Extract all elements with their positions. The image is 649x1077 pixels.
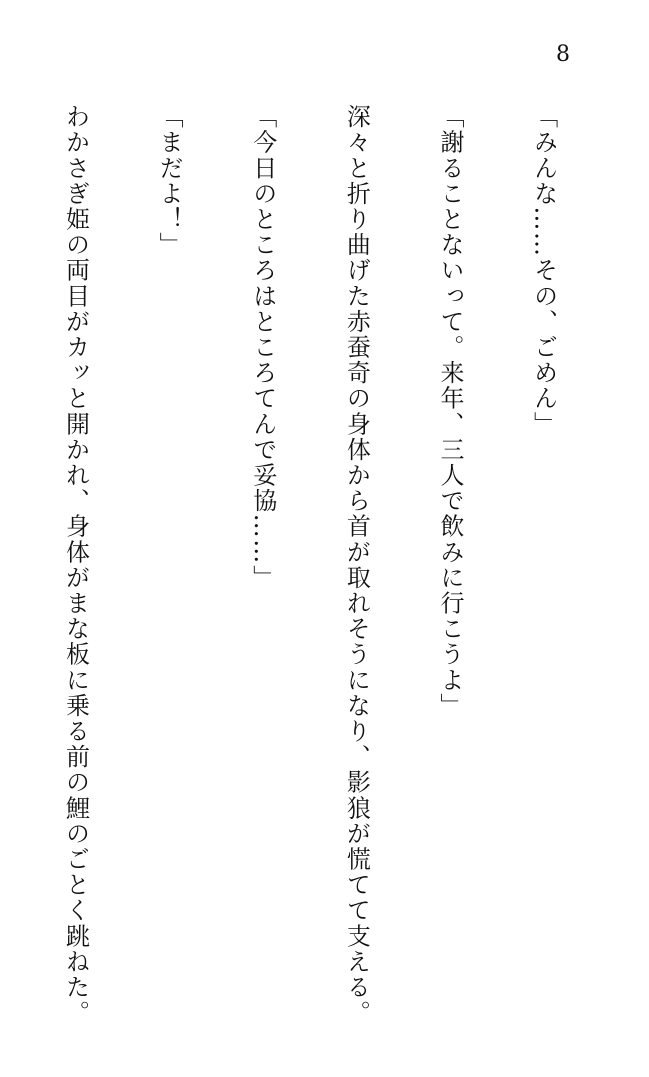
page-number: 8 (556, 42, 570, 67)
text-line: 深々と折り曲げた赤蚕奇の身体から首が取れそうになり、影狼が慌てて支える。 (342, 104, 371, 1026)
text-line: わかさぎ姫の両目がカッと開かれ、身体がまな板に乗る前の鯉のごとく跳ねた。 (61, 104, 90, 1026)
text-line: 「みんな……その、ごめん」 (529, 104, 558, 437)
text-line: 「今日のところはところてんで妥協……」 (248, 104, 277, 591)
novel-text-block (0, 104, 621, 1026)
text-line: 「まだよ！」 (155, 104, 184, 258)
text-line: 「謝ることないって。来年、三人で飲みに行こうよ」 (435, 104, 464, 719)
